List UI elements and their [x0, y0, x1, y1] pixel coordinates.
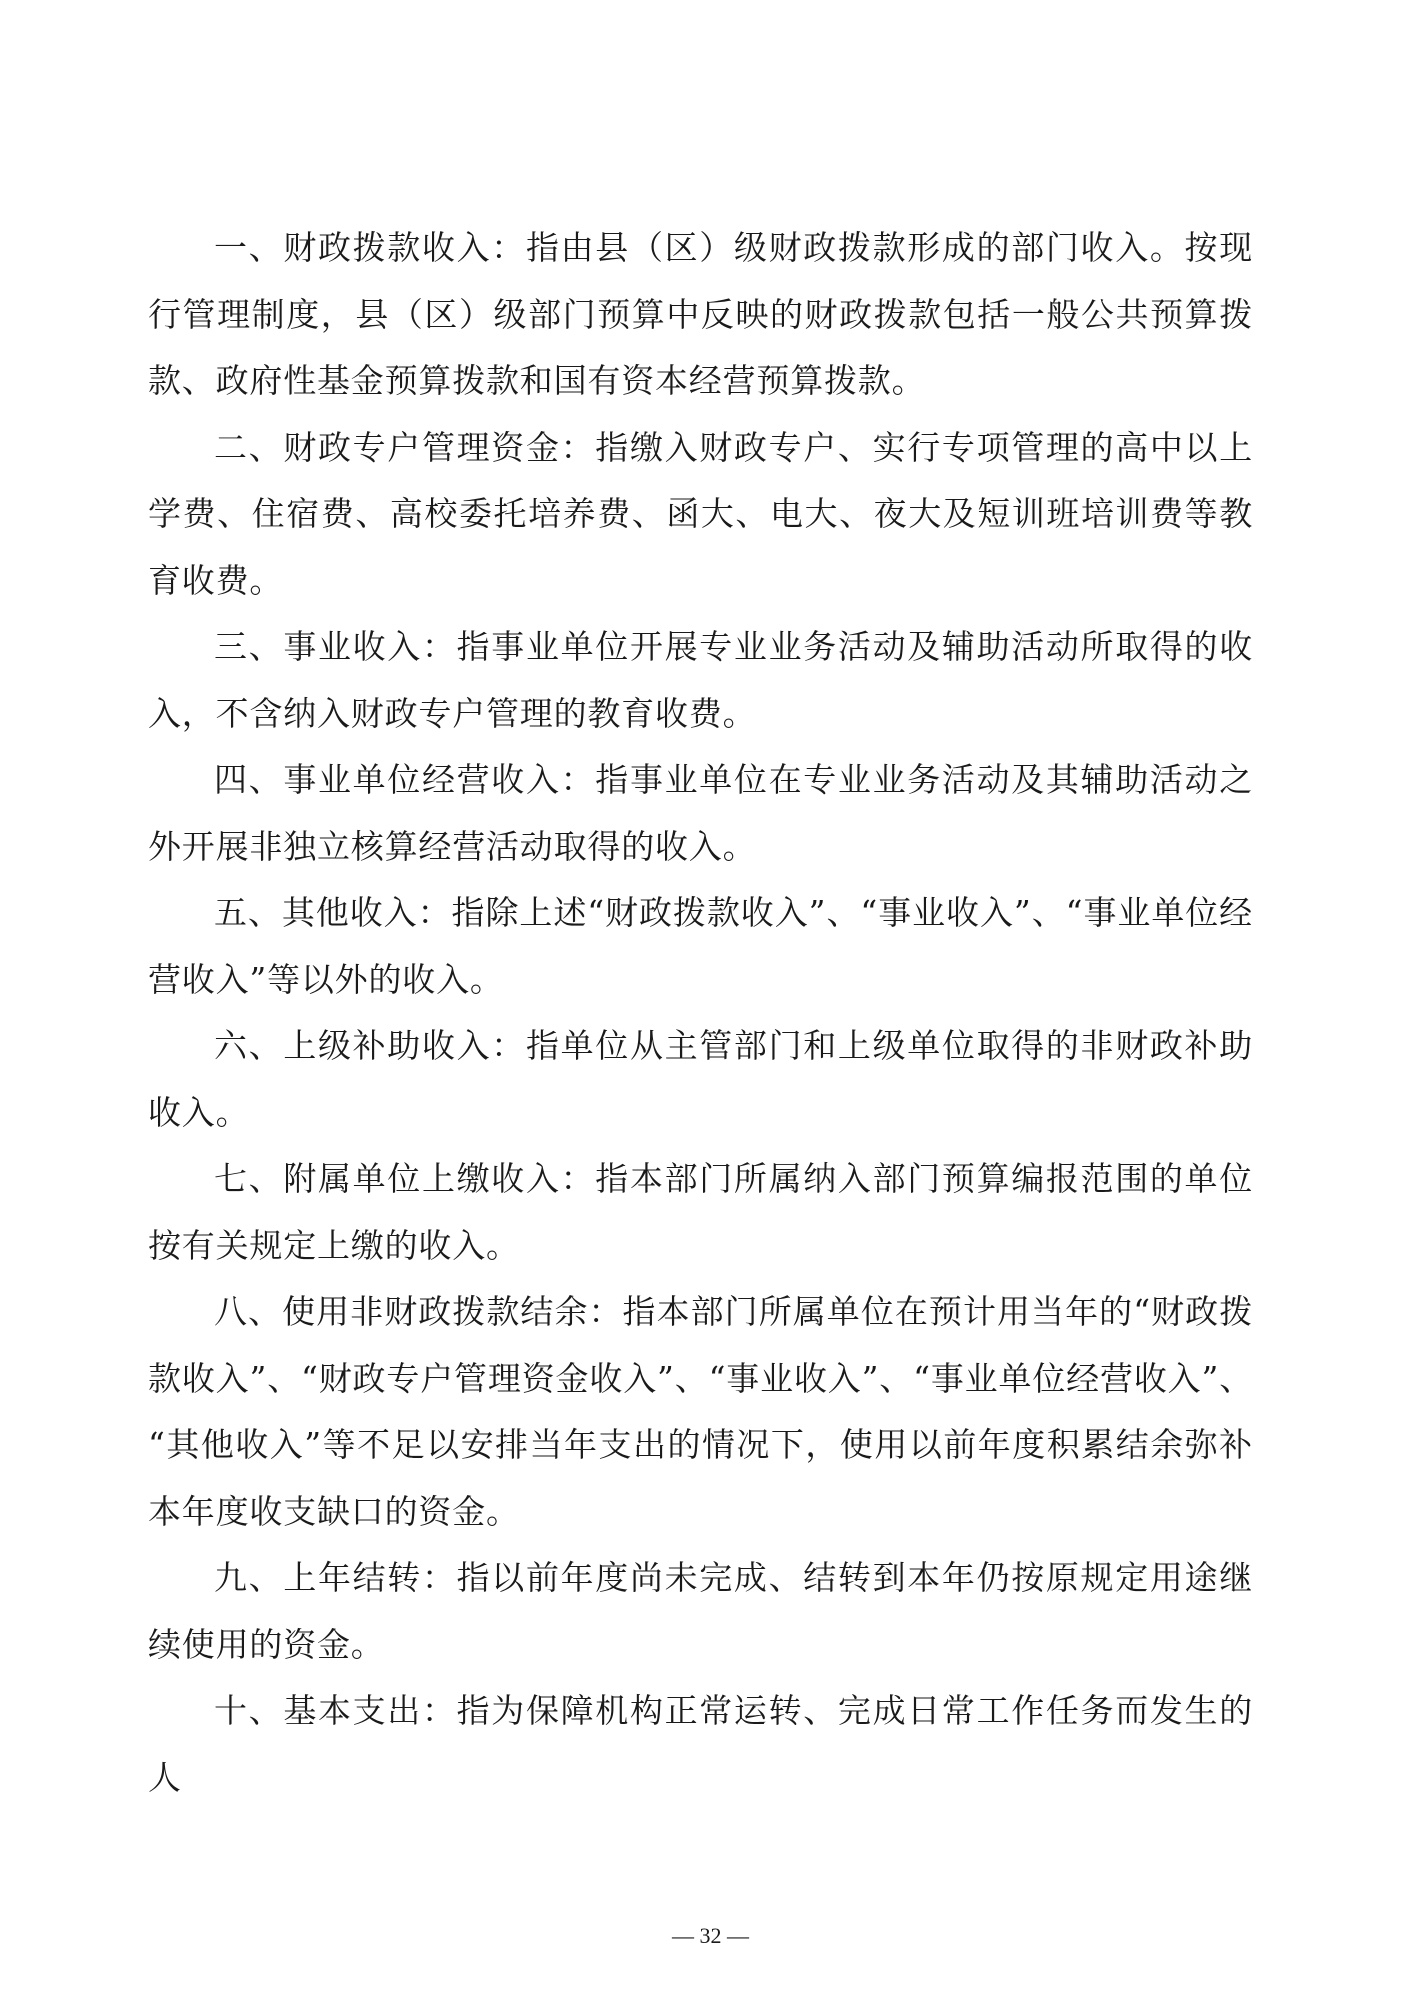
paragraph-operating-income: 四、事业单位经营收入：指事业单位在专业业务活动及其辅助活动之外开展非独立核算经营活动取得的收入。 [148, 760, 1253, 866]
paragraph-business-income: 三、事业收入：指事业单位开展专业业务活动及辅助活动所取得的收入，不含纳入财政专户管理的教育收费。 [148, 627, 1253, 733]
document-body [148, 215, 1253, 1811]
paragraph-superior-subsidy-income: 六、上级补助收入：指单位从主管部门和上级单位取得的非财政补助收入。 [148, 1026, 1253, 1132]
paragraph-financial-appropriation-income: 一、财政拨款收入：指由县（区）级财政拨款形成的部门收入。按现行管理制度，县（区）级部门预算中反映的财政拨款包括一般公共预算拨款、政府性基金预算拨款和国有资本经营预算拨款。 [148, 228, 1253, 400]
paragraph-prior-year-carryover: 九、上年结转：指以前年度尚未完成、结转到本年仍按原规定用途继续使用的资金。 [148, 1558, 1253, 1664]
paragraph-non-appropriation-balance: 八、使用非财政拨款结余：指本部门所属单位在预计用当年的“财政拨款收入”、“财政专户管理资金收入”、“事业收入”、“事业单位经营收入”、“其他收入”等不足以安排当年支出的情况下，使用以前年度积累结余弥补本年度收支缺口的资金。 [148, 1292, 1253, 1531]
paragraph-special-account-funds: 二、财政专户管理资金：指缴入财政专户、实行专项管理的高中以上学费、住宿费、高校委托培养费、函大、电大、夜大及短训班培训费等教育收费。 [148, 427, 1253, 600]
paragraph-basic-expenditure: 十、基本支出：指为保障机构正常运转、完成日常工作任务而发生的人 [148, 1691, 1253, 1797]
page-number: — 32 — [672, 1923, 749, 1948]
paragraph-affiliated-unit-income: 七、附属单位上缴收入：指本部门所属纳入部门预算编报范围的单位按有关规定上缴的收入。 [148, 1159, 1253, 1265]
paragraph-other-income: 五、其他收入：指除上述“财政拨款收入”、“事业收入”、“事业单位经营收入”等以外的收入。 [148, 893, 1253, 999]
